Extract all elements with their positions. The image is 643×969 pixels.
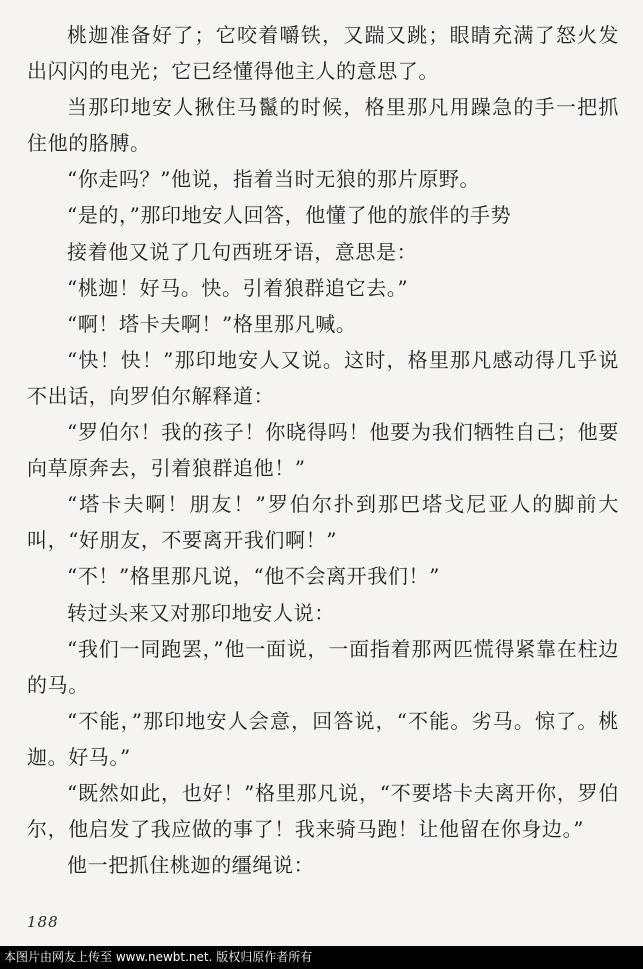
copyright-footer: 本图片由网友上传至 www.newbt.net. 版权归原作者所有 (0, 946, 643, 969)
page-number: 188 (27, 913, 59, 931)
paragraph: “罗伯尔！我的孩子！你晓得吗！他要为我们牺牲自己；他要向草原奔去，引着狼群追他！” (27, 420, 619, 481)
paragraph: “既然如此，也好！”格里那凡说，“不要塔卡夫离开你，罗伯尔，他启发了我应做的事了！我来骑马跑！让他留在你身边。” (27, 780, 619, 842)
paragraph: “你走吗？”他说，指着当时无狼的那片原野。 (67, 167, 481, 192)
paragraph: “不！”格里那凡说，“他不会离开我们！” (67, 564, 440, 589)
page-body-text (27, 17, 619, 883)
paragraph: “塔卡夫啊！朋友！”罗伯尔扑到那巴塔戈尼亚人的脚前大叫，“好朋友，不要离开我们啊！” (27, 492, 619, 553)
paragraph: “不能，”那印地安人会意，回答说，“不能。劣马。惊了。桃迦。好马。” (27, 708, 619, 769)
paragraph: 他一把抓住桃迦的缰绳说： (67, 853, 315, 878)
paragraph: “啊！塔卡夫啊！”格里那凡喊。 (67, 311, 357, 336)
paragraph: “我们一同跑罢，”他一面说，一面指着那两匹慌得紧靠在柱边的马。 (27, 636, 619, 697)
paragraph: 接着他又说了几句西班牙语，意思是： (67, 239, 418, 264)
paragraph: “快！快！”那印地安人又说。这时，格里那凡感动得几乎说不出话，向罗伯尔解释道： (27, 347, 619, 408)
paragraph: “是的，”那印地安人回答，他懂了他的旅伴的手势 (67, 203, 512, 228)
paragraph: 桃迦准备好了；它咬着嚼铁，又踹又跳；眼睛充满了怒火发出闪闪的电光；它已经懂得他主人的意思了。 (27, 23, 619, 84)
paragraph: 当那印地安人揪住马鬣的时候，格里那凡用躁急的手一把抓住他的胳膊。 (27, 95, 619, 156)
paragraph: “桃迦！好马。快。引着狼群追它去。” (67, 275, 409, 300)
paragraph: 转过头来又对那印地安人说： (67, 600, 335, 625)
